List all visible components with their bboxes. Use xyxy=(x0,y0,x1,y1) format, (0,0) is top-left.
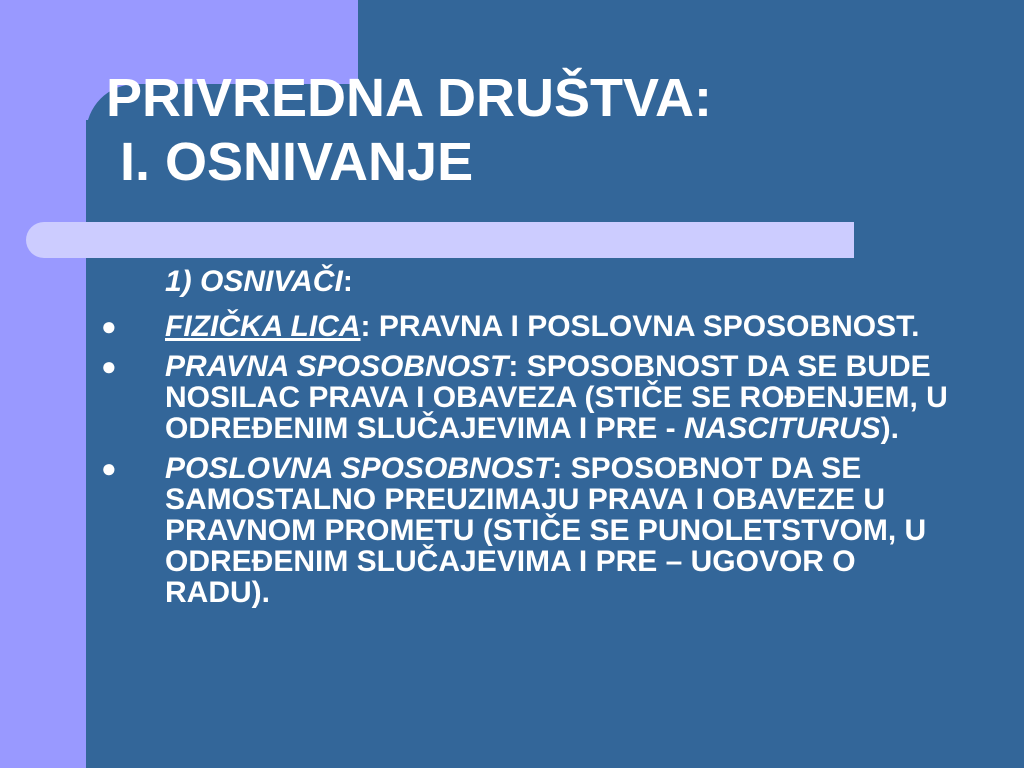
bullet-item-fizicka-lica xyxy=(101,310,955,343)
section-heading-colon: : xyxy=(342,265,353,298)
bullet-term: FIZIČKA LICA xyxy=(165,310,361,343)
slide-title-line-2: I. OSNIVANJE xyxy=(120,132,474,192)
title-divider-bar xyxy=(26,222,854,258)
bullet-term: PRAVNA SPOSOBNOST xyxy=(165,350,509,383)
slide-title xyxy=(106,66,1006,194)
bullet-item-poslovna-sposobnost xyxy=(101,452,955,609)
slide-content xyxy=(101,265,955,617)
bullet-text: : SPOSOBNOST DA SE BUDE NOSILAC PRAVA I OBAVEZA (STIČE SE ROĐENJEM, U ODREĐENIM SLUČAJEVIMA I PRE - xyxy=(165,350,948,445)
bullet-term: POSLOVNA SPOSOBNOST xyxy=(165,452,553,485)
bullet-text: : PRAVNA I POSLOVNA SPOSOBNOST. xyxy=(360,310,920,343)
bullet-dot-icon: ● xyxy=(101,311,117,341)
bullet-text-end: ). xyxy=(880,412,899,445)
bullet-dot-icon: ● xyxy=(101,453,117,483)
bullet-dot-icon: ● xyxy=(101,351,117,381)
section-heading-term: 1) OSNIVAČI xyxy=(165,265,343,298)
bullet-term-nasciturus: NASCITURUS xyxy=(683,412,881,445)
bullet-text: : SPOSOBNOT DA SE SAMOSTALNO PREUZIMAJU PRAVA I OBAVEZE U PRAVNOM PROMETU (STIČE SE PUNOLETSTVOM, U ODREĐENIM SLUČAJEVIMA I PRE – UGOVOR O RADU). xyxy=(165,452,927,609)
bullet-item-pravna-sposobnost xyxy=(101,350,955,445)
section-heading xyxy=(165,266,955,297)
slide-title-line-1: PRIVREDNA DRUŠTVA: xyxy=(106,68,713,128)
